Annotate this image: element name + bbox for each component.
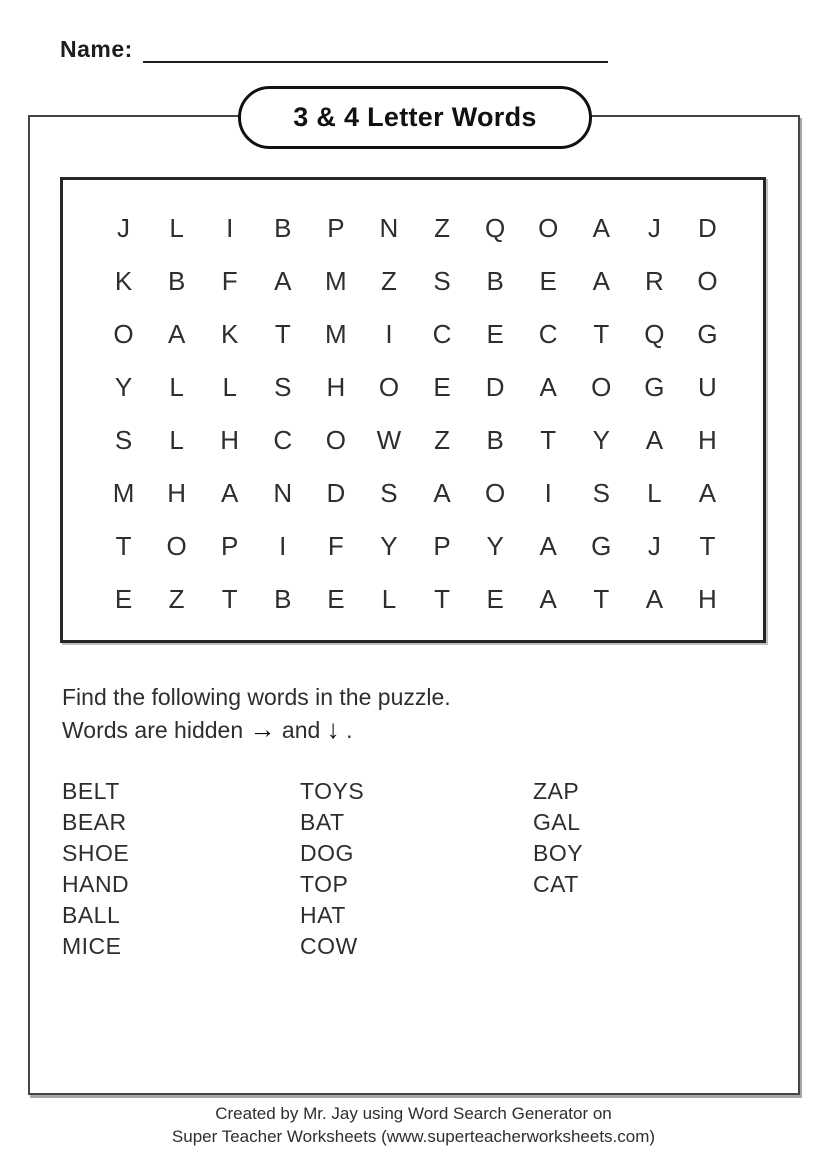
footer-credit <box>0 1102 827 1148</box>
grid-letter: D <box>698 213 717 243</box>
grid-letter: A <box>221 478 239 508</box>
grid-letter: O <box>378 372 400 402</box>
word-list-item: HAND <box>62 871 130 897</box>
grid-letter: Y <box>486 531 504 561</box>
grid-letter: E <box>486 319 504 349</box>
grid-letter: A <box>592 213 610 243</box>
name-blank-line <box>143 37 608 63</box>
grid-letter: B <box>167 266 186 296</box>
word-list-item: HAT <box>300 902 346 928</box>
grid-letter: E <box>539 266 557 296</box>
grid-letter: S <box>274 372 292 402</box>
grid-letter: B <box>274 213 292 243</box>
grid-letter: T <box>274 319 291 349</box>
word-list-item: SHOE <box>62 840 130 866</box>
name-label: Name: <box>60 36 133 62</box>
grid-letter: E <box>114 584 133 614</box>
grid-letter: I <box>385 319 393 349</box>
word-list-item: BOY <box>533 840 584 866</box>
grid-letter: M <box>112 478 135 508</box>
grid-letter: H <box>220 425 240 455</box>
grid-letter: T <box>699 531 716 561</box>
grid-letter: Q <box>485 213 506 243</box>
grid-letter: T <box>540 425 557 455</box>
word-list-item: MICE <box>62 933 122 959</box>
grid-letter: U <box>698 372 717 402</box>
grid-letter: S <box>592 478 610 508</box>
grid-letter: I <box>226 213 234 243</box>
grid-letter: J <box>647 531 661 561</box>
letter-grid <box>97 202 734 626</box>
grid-letter: F <box>327 531 344 561</box>
word-list-item: COW <box>300 933 358 959</box>
grid-letter: E <box>486 584 504 614</box>
word-list-item: BELT <box>62 778 120 804</box>
grid-letter: T <box>221 584 238 614</box>
grid-letter: S <box>433 266 451 296</box>
grid-letter: O <box>166 531 187 561</box>
grid-letter: Q <box>644 319 665 349</box>
grid-letter: G <box>697 319 718 349</box>
grid-letter: E <box>433 372 451 402</box>
grid-letter: D <box>326 478 346 508</box>
page-title: 3 & 4 Letter Words <box>293 102 537 132</box>
word-list-item: CAT <box>533 871 579 897</box>
grid-letter: K <box>221 319 239 349</box>
grid-letter: O <box>485 478 506 508</box>
word-column <box>300 776 533 962</box>
word-list-item: BEAR <box>62 809 127 835</box>
grid-letter: G <box>644 372 665 402</box>
grid-letter: L <box>169 372 184 402</box>
grid-letter: G <box>591 531 612 561</box>
grid-letter: A <box>167 319 186 349</box>
grid-letter: I <box>544 478 552 508</box>
grid-letter: L <box>169 425 184 455</box>
grid-letter: J <box>647 213 661 243</box>
grid-letter: C <box>273 425 293 455</box>
grid-letter: T <box>115 531 132 561</box>
word-column <box>533 776 713 962</box>
grid-letter: A <box>539 531 557 561</box>
grid-letter: O <box>591 372 612 402</box>
grid-letter: T <box>434 584 450 614</box>
word-list-item: TOP <box>300 871 349 897</box>
grid-letter: E <box>327 584 345 614</box>
word-list <box>62 776 722 962</box>
grid-letter: B <box>486 266 504 296</box>
grid-letter: C <box>432 319 452 349</box>
grid-letter: K <box>114 266 133 296</box>
down-arrow-icon: ↓ <box>326 714 340 744</box>
grid-letter: N <box>273 478 293 508</box>
title-pill <box>238 86 592 149</box>
grid-letter: P <box>433 531 451 561</box>
word-list-item: TOYS <box>300 778 365 804</box>
word-list-item: BALL <box>62 902 121 928</box>
grid-letter: A <box>539 372 557 402</box>
puzzle-grid-box <box>60 177 766 643</box>
grid-letter: Z <box>168 584 185 614</box>
grid-letter: Z <box>434 425 450 455</box>
grid-letter: J <box>117 213 131 243</box>
grid-letter: L <box>222 372 237 402</box>
grid-letter: W <box>376 425 402 455</box>
grid-letter: N <box>379 213 399 243</box>
word-list-item: ZAP <box>533 778 580 804</box>
grid-letter: L <box>381 584 397 614</box>
grid-letter: L <box>647 478 662 508</box>
instructions-line-2: Words are hidden → and ↓ . <box>62 714 353 744</box>
grid-letter: O <box>325 425 346 455</box>
instructions-line-1: Find the following words in the puzzle. <box>62 684 451 710</box>
grid-letter: A <box>645 425 664 455</box>
grid-letter: A <box>539 584 557 614</box>
grid-letter: M <box>325 266 347 296</box>
instructions <box>62 681 451 746</box>
grid-letter: B <box>274 584 292 614</box>
grid-letter: A <box>274 266 292 296</box>
grid-letter: L <box>169 213 184 243</box>
grid-letter: A <box>645 584 664 614</box>
word-list-item: DOG <box>300 840 354 866</box>
grid-letter: Z <box>434 213 450 243</box>
grid-letter: M <box>325 319 347 349</box>
word-list-item: GAL <box>533 809 581 835</box>
grid-letter: O <box>538 213 559 243</box>
word-column <box>62 776 300 962</box>
word-list-item: BAT <box>300 809 345 835</box>
grid-letter: F <box>221 266 238 296</box>
grid-letter: S <box>114 425 133 455</box>
grid-letter: A <box>433 478 451 508</box>
footer-line-2: Super Teacher Worksheets (www.superteacherworksheets.com) <box>171 1127 656 1146</box>
grid-letter: I <box>279 531 287 561</box>
grid-letter: A <box>698 478 717 508</box>
grid-letter: P <box>327 213 345 243</box>
grid-letter: P <box>221 531 239 561</box>
grid-letter: Z <box>381 266 397 296</box>
grid-letter: D <box>485 372 505 402</box>
grid-letter: T <box>593 319 610 349</box>
grid-letter: A <box>592 266 610 296</box>
right-arrow-icon: → <box>249 714 276 744</box>
grid-letter: O <box>697 266 718 296</box>
grid-letter: B <box>486 425 504 455</box>
grid-letter: Y <box>380 531 398 561</box>
name-row <box>60 36 608 63</box>
footer-line-1: Created by Mr. Jay using Word Search Generator on <box>215 1104 612 1123</box>
grid-letter: H <box>326 372 346 402</box>
grid-letter: Y <box>592 425 610 455</box>
grid-letter: H <box>698 425 717 455</box>
grid-letter: R <box>644 266 664 296</box>
grid-letter: S <box>380 478 398 508</box>
grid-letter: H <box>698 584 717 614</box>
grid-letter: O <box>113 319 134 349</box>
grid-letter: H <box>167 478 186 508</box>
grid-letter: Y <box>114 372 133 402</box>
grid-letter: C <box>538 319 558 349</box>
grid-letter: T <box>593 584 610 614</box>
